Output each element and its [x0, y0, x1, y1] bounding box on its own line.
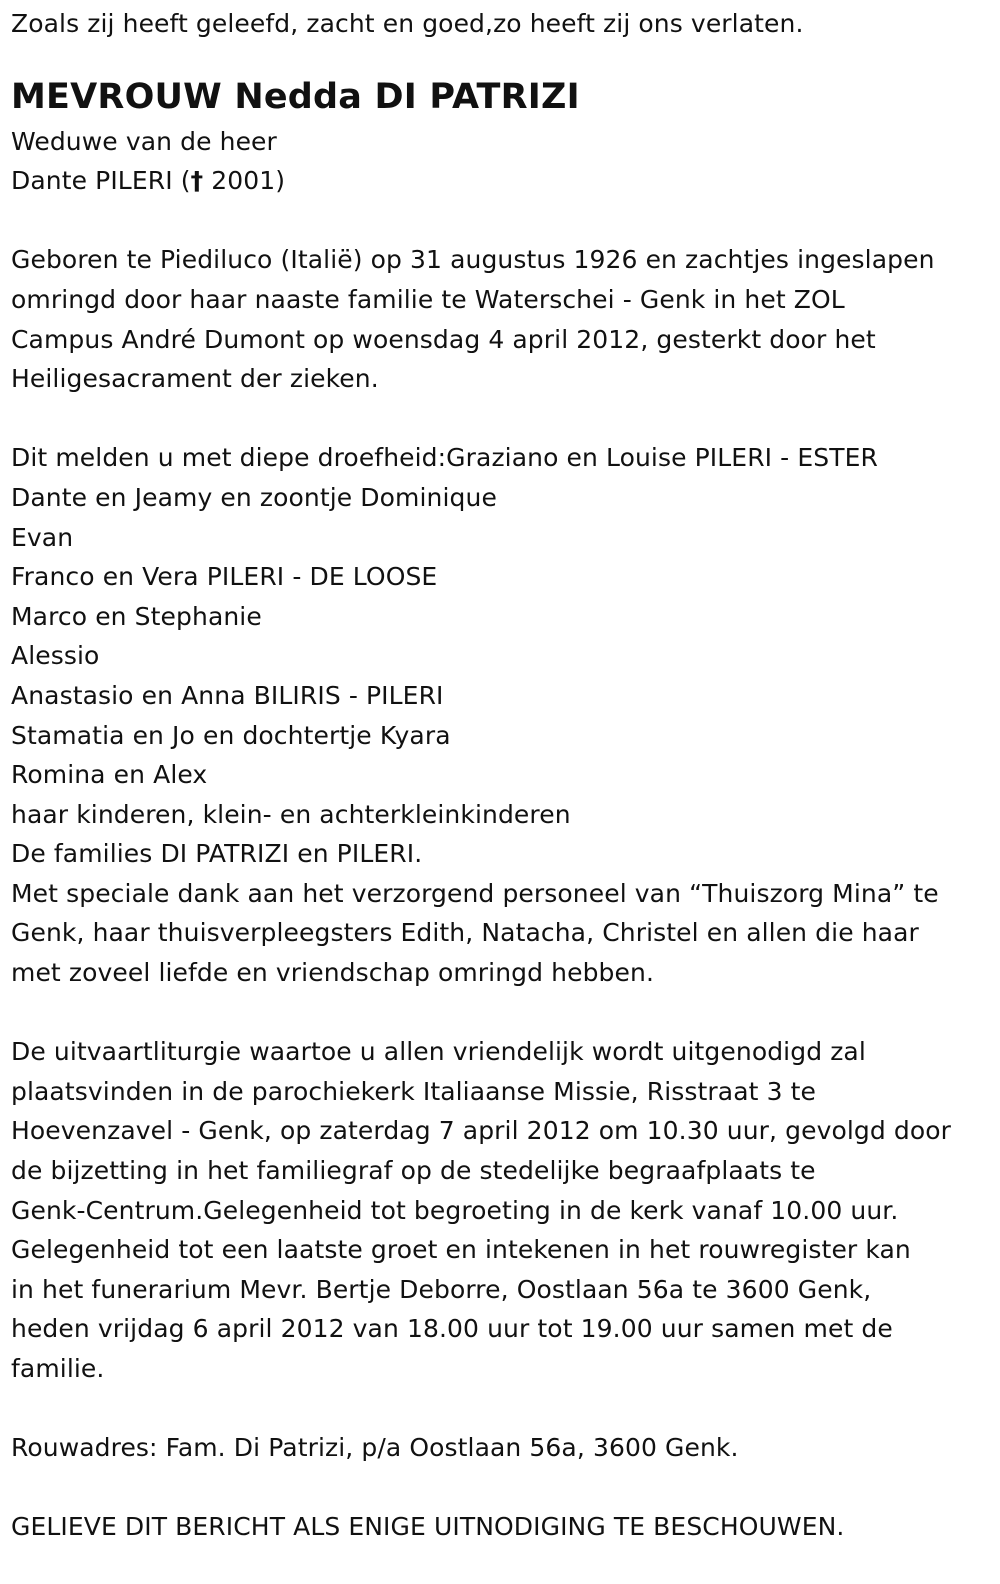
funeral-paragraph [11, 1032, 986, 1388]
family-line: Marco en Stephanie [11, 601, 262, 631]
family-line: De families DI PATRIZI en PILERI. [11, 839, 423, 869]
funeral-line: de bijzetting in het familiegraf op de stedelijke begraafplaats te [11, 1156, 816, 1186]
funeral-line: in het funerarium Mevr. Bertje Deborre, Oostlaan 56a te 3600 Genk, [11, 1274, 872, 1304]
family-line: Genk, haar thuisverpleegsters Edith, Natacha, Christel en allen die haar [11, 918, 919, 948]
family-line: Evan [11, 522, 74, 552]
funeral-line: De uitvaartliturgie waartoe u allen vriendelijk wordt uitgenodigd zal [11, 1037, 866, 1067]
family-line: haar kinderen, klein- en achterkleinkinderen [11, 799, 571, 829]
family-line: met zoveel liefde en vriendschap omringd hebben. [11, 958, 654, 988]
husband-line [11, 161, 986, 201]
family-line: Stamatia en Jo en dochtertje Kyara [11, 720, 451, 750]
closing-notice: GELIEVE DIT BERICHT ALS ENIGE UITNODIGING TE BESCHOUWEN. [11, 1512, 845, 1542]
family-line: Alessio [11, 641, 100, 671]
paragraph-spacer [11, 399, 986, 439]
family-line: Met speciale dank aan het verzorgend personeel van “Thuiszorg Mina” te [11, 878, 939, 908]
funeral-line: Hoevenzavel - Genk, op zaterdag 7 april 2012 om 10.30 uur, gevolgd door [11, 1116, 952, 1146]
birth-paragraph [11, 240, 986, 398]
funeral-line: Genk-Centrum.Gelegenheid tot begroeting in de kerk vanaf 10.00 uur. [11, 1195, 899, 1225]
cross-icon: † [190, 166, 204, 196]
paragraph-spacer [11, 1468, 986, 1508]
motto: Zoals zij heeft geleefd, zacht en goed,zo heeft zij ons verlaten. [11, 9, 804, 38]
birth-line: Geboren te Piediluco (Italië) op 31 augustus 1926 en zachtjes ingeslapen [11, 245, 935, 275]
funeral-line: Gelegenheid tot een laatste groet en intekenen in het rouwregister kan [11, 1235, 911, 1265]
family-line: Anastasio en Anna BILIRIS - PILERI [11, 680, 444, 710]
husband-name: Dante PILERI ( [11, 166, 191, 196]
paragraph-spacer [11, 993, 986, 1033]
funeral-line: plaatsvinden in de parochiekerk Italiaanse Missie, Risstraat 3 te [11, 1076, 817, 1106]
birth-line: omringd door haar naaste familie te Waterschei - Genk in het ZOL [11, 284, 845, 314]
mourning-address: Rouwadres: Fam. Di Patrizi, p/a Oostlaan 56a, 3600 Genk. [11, 1433, 739, 1463]
obituary-document [11, 4, 986, 1547]
deceased-name: MEVROUW Nedda DI PATRIZI [11, 76, 580, 117]
family-line: Romina en Alex [11, 760, 208, 790]
husband-year: 2001) [203, 166, 286, 196]
funeral-line: familie. [11, 1354, 105, 1383]
birth-line: Campus André Dumont op woensdag 4 april 2012, gesterkt door het [11, 324, 876, 354]
paragraph-spacer [11, 1389, 986, 1429]
widow-line: Weduwe van de heer [11, 126, 277, 156]
paragraph-spacer [11, 201, 986, 241]
birth-line: Heiligesacrament der zieken. [11, 364, 379, 394]
family-line: Dit melden u met diepe droefheid:Graziano en Louise PILERI - ESTER [11, 443, 878, 473]
family-paragraph [11, 438, 986, 992]
funeral-line: heden vrijdag 6 april 2012 van 18.00 uur tot 19.00 uur samen met de [11, 1314, 893, 1344]
family-line: Franco en Vera PILERI - DE LOOSE [11, 562, 438, 592]
family-line: Dante en Jeamy en zoontje Dominique [11, 482, 497, 512]
